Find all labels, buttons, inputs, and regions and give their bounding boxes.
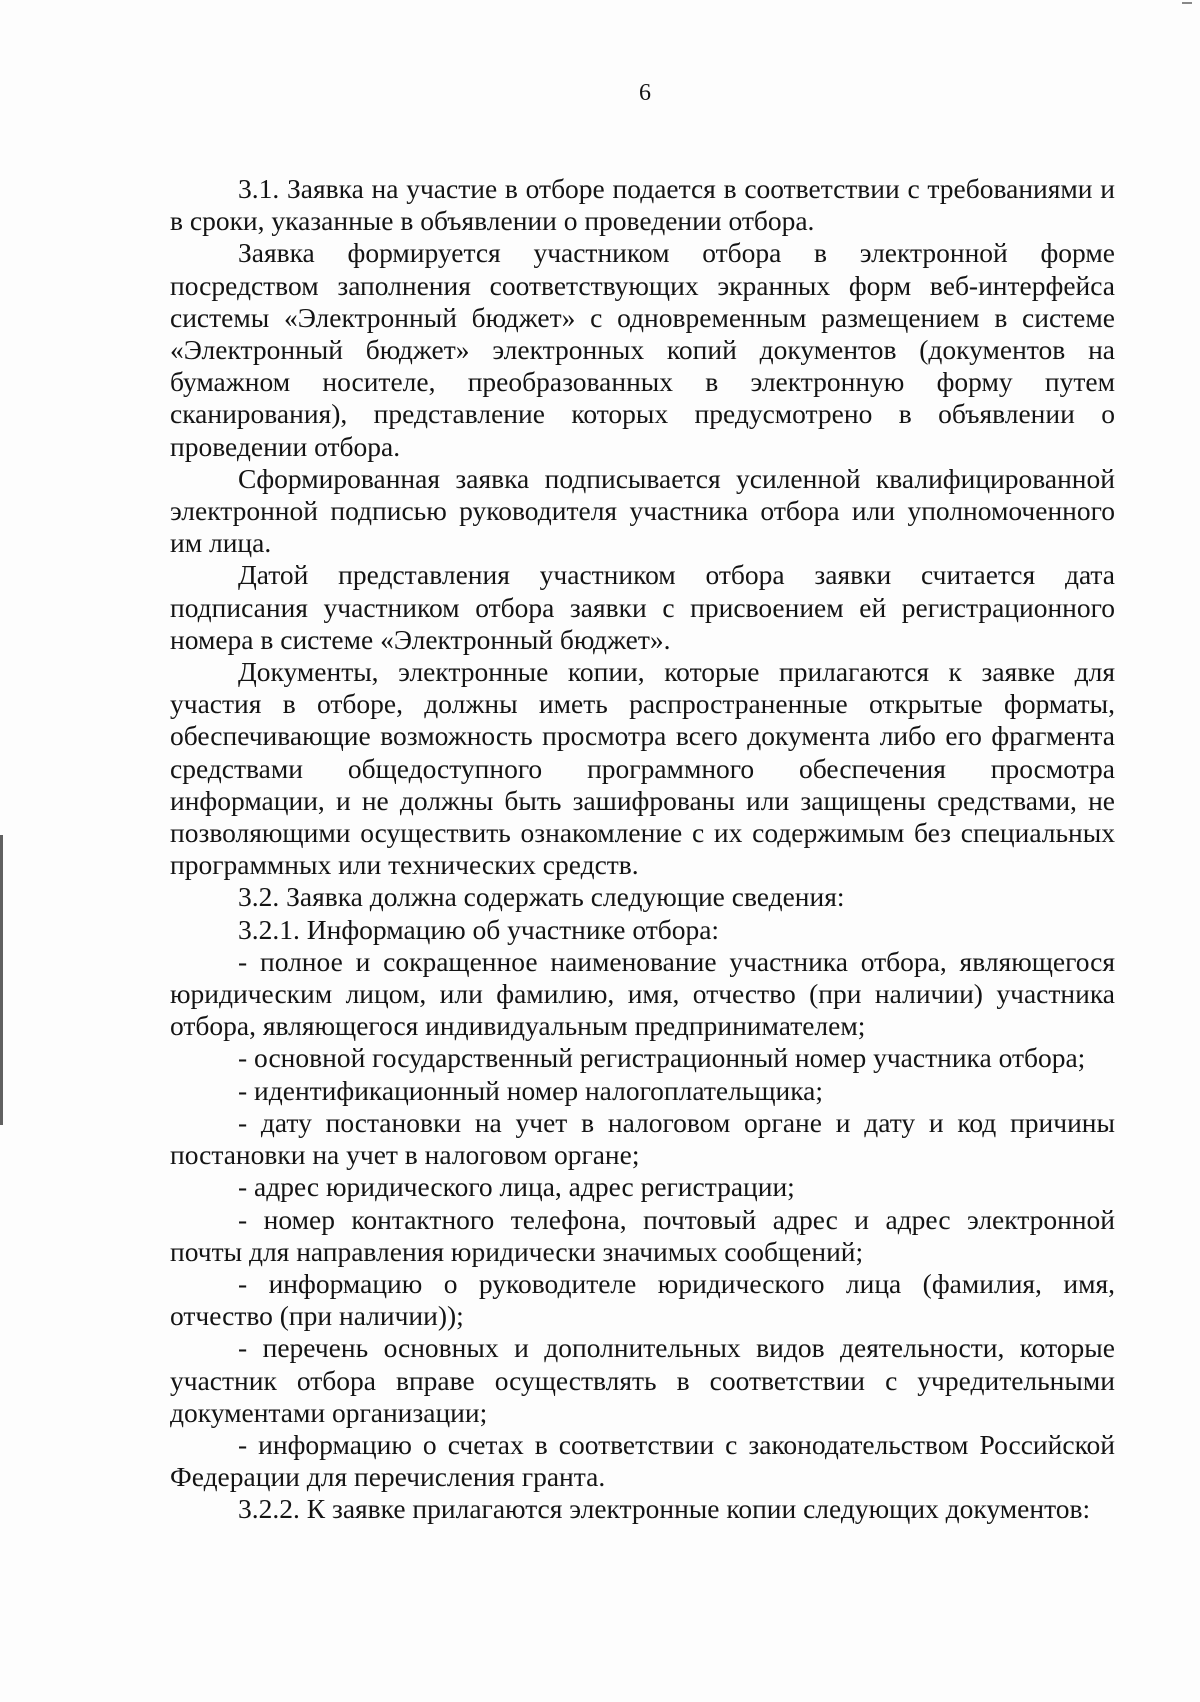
list-item-inn: - идентификационный номер налогоплательщика; [238,1074,824,1106]
list-item-ogrn: - основной государственный регистрационный номер участника отбора; [238,1042,1086,1074]
paragraph-3-1: 3.1. Заявка на участие в отборе подается в соответствии с требованиями и в сроки, указанные в объявлении о проведении отбора. [170,173,1115,237]
paragraph-signature: Сформированная заявка подписывается усиленной квалифицированной электронной подписью руководителя участника отбора или уполномоченного им лица. [170,462,1115,559]
list-item-address: - адрес юридического лица, адрес регистрации; [238,1171,795,1203]
paragraph-3-2-2: 3.2.2. К заявке прилагаются электронные копии следующих документов: [238,1493,1091,1525]
paragraph-application-form: Заявка формируется участником отбора в электронной форме посредством заполнения соответствующих экранных форм веб-интерфейса системы «Электронный бюджет» с одновременным размещением в системе «Электронный бюджет» электронных копий документов (документов на бумажном носителе, преобразованных в электронную форму путем сканирования), представление которых предусмотрено в объявлении о проведении отбора. [170,237,1115,462]
paragraph-submission-date: Датой представления участником отбора заявки считается дата подписания участником отбора заявки с присвоением ей регистрационного номера в системе «Электронный бюджет». [170,559,1115,655]
list-item-activities: - перечень основных и дополнительных видов деятельности, которые участник отбора вправе осуществлять в соответствии с учредительными документами организации; [170,1332,1115,1428]
page-number: 6 [639,80,651,106]
paragraph-document-formats: Документы, электронные копии, которые прилагаются к заявке для участия в отборе, должны иметь распространенные открытые форматы, обеспечивающие возможность просмотра всего документа либо его фрагмента средствами общедоступного программного обеспечения просмотра информации, и не должны быть зашифрованы или защищены средствами, не позволяющими осуществить ознакомление с их содержимым без специальных программных или технических средств. [170,656,1115,881]
scan-edge-line [0,835,3,1125]
scan-artifact-mark [1182,2,1192,4]
list-item-director: - информацию о руководителе юридического лица (фамилия, имя, отчество (при наличии)); [170,1267,1115,1332]
paragraph-3-2-1: 3.2.1. Информацию об участнике отбора: [238,913,720,945]
list-item-contacts: - номер контактного телефона, почтовый адрес и адрес электронной почты для направления юридически значимых сообщений; [170,1203,1115,1267]
list-item-name: - полное и сокращенное наименование участника отбора, являющегося юридическим лицом, или фамилию, имя, отчество (при наличии) участника отбора, являющегося индивидуальным предпринимателем; [170,945,1115,1042]
paragraph-3-2: 3.2. Заявка должна содержать следующие сведения: [238,881,845,913]
list-item-accounts: - информацию о счетах в соответствии с законодательством Российской Федерации для перечисления гранта. [170,1428,1115,1493]
list-item-tax-registration: - дату постановки на учет в налоговом органе и дату и код причины постановки на учет в налоговом органе; [170,1106,1115,1171]
document-body [170,173,1115,1526]
